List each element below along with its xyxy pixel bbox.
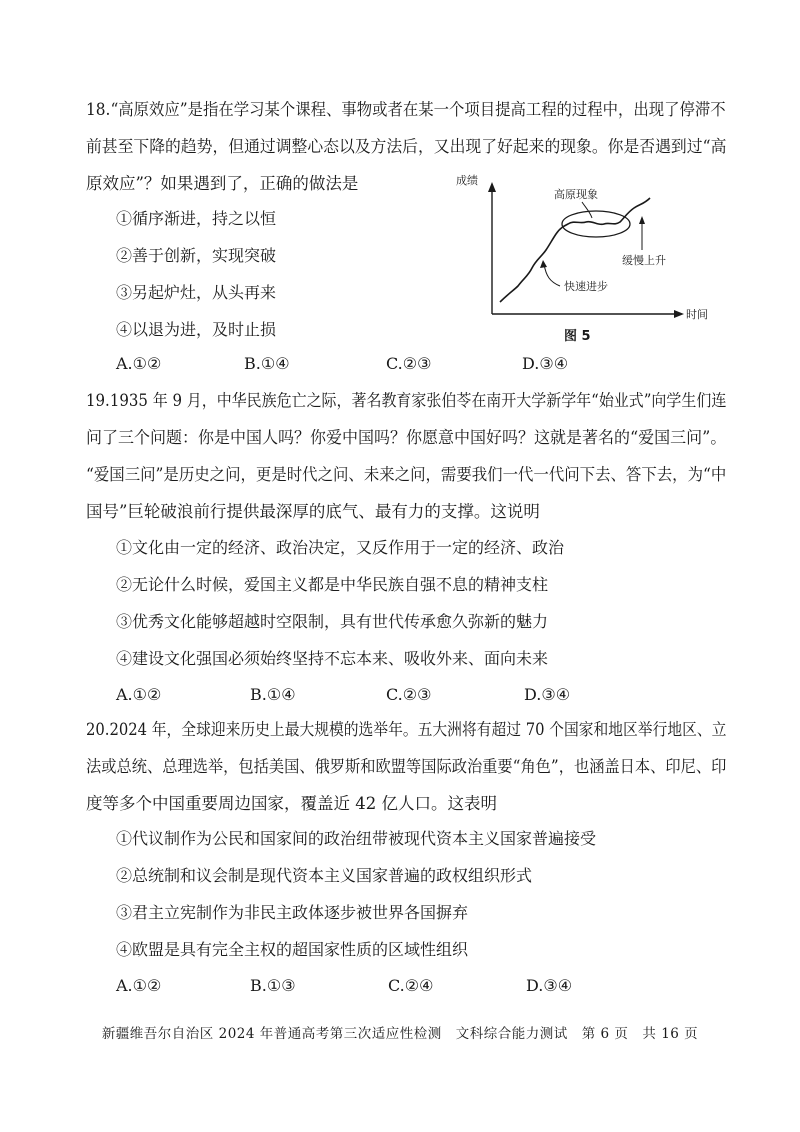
q19-choice-d[interactable]: D.③④ bbox=[524, 685, 571, 704]
q19-option-3: ③优秀文化能够超越时空限制，具有世代传承愈久弥新的魅力 bbox=[116, 612, 549, 631]
q18-option-1: ①循序渐进，持之以恒 bbox=[116, 209, 277, 228]
plateau-effect-figure bbox=[452, 168, 712, 348]
q19-option-2: ②无论什么时候，爱国主义都是中华民族自强不息的精神支柱 bbox=[116, 575, 549, 594]
q18-option-3: ③另起炉灶，从头再来 bbox=[116, 283, 277, 302]
q20-option-1: ①代议制作为公民和国家间的政治纽带被现代资本主义国家普遍接受 bbox=[116, 829, 597, 848]
q18-line-1: 18.“高原效应”是指在学习某个课程、事物或者在某一个项目提高工程的过程中，出现了停滞不 bbox=[86, 100, 726, 119]
plateau-pointer bbox=[582, 202, 592, 218]
q20-choice-a[interactable]: A.①② bbox=[116, 976, 162, 995]
q19-choice-a[interactable]: A.①② bbox=[116, 685, 162, 704]
q18-choice-a[interactable]: A.①② bbox=[116, 354, 162, 373]
q20-choice-c[interactable]: C.②④ bbox=[388, 976, 434, 995]
q19-line-4: 国号”巨轮破浪前行提供最深厚的底气、最有力的支撑。这说明 bbox=[86, 502, 540, 521]
figure-caption: 图 5 bbox=[564, 329, 591, 344]
q20-line-2: 法或总统、总理选举，包括美国、俄罗斯和欧盟等国际政治重要“角色”，也涵盖日本、印尼、印 bbox=[86, 757, 727, 776]
fast-arrow bbox=[544, 264, 560, 286]
q18-line-3: 原效应”？如果遇到了，正确的做法是 bbox=[86, 174, 359, 193]
rise-arrowhead bbox=[639, 216, 645, 224]
q18-choice-d[interactable]: D.③④ bbox=[522, 354, 569, 373]
q19-choice-c[interactable]: C.②③ bbox=[386, 685, 432, 704]
y-axis-label: 成绩 bbox=[456, 174, 478, 187]
fast-arrowhead bbox=[540, 260, 547, 268]
q19-option-1: ①文化由一定的经济、政治决定，又反作用于一定的经济、政治 bbox=[116, 538, 565, 557]
slow-rise-label: 缓慢上升 bbox=[622, 254, 666, 267]
y-axis-arrow bbox=[488, 182, 496, 192]
q18-option-4: ④以退为进，及时止损 bbox=[116, 320, 277, 339]
q18-option-2: ②善于创新，实现突破 bbox=[116, 246, 277, 265]
q20-choice-b[interactable]: B.①③ bbox=[250, 976, 296, 995]
q20-option-2: ②总统制和议会制是现代资本主义国家普遍的政权组织形式 bbox=[116, 866, 533, 885]
q19-option-4: ④建设文化强国必须始终坚持不忘本来、吸收外来、面向未来 bbox=[116, 649, 549, 668]
q18-choice-c[interactable]: C.②③ bbox=[386, 354, 432, 373]
x-axis-arrow bbox=[674, 310, 684, 318]
q20-option-4: ④欧盟是具有完全主权的超国家性质的区域性组织 bbox=[116, 940, 469, 959]
x-axis-label: 时间 bbox=[686, 308, 708, 321]
q18-choice-b[interactable]: B.①④ bbox=[244, 354, 290, 373]
q20-choice-d[interactable]: D.③④ bbox=[526, 976, 573, 995]
q20-option-3: ③君主立宪制作为非民主政体逐步被世界各国摒弃 bbox=[116, 903, 469, 922]
q19-line-3: “爱国三问”是历史之问，更是时代之问、未来之问，需要我们一代一代问下去、答下去，为“中 bbox=[86, 465, 727, 484]
q20-line-1: 20.2024 年，全球迎来历史上最大规模的选举年。五大洲将有超过 70 个国家和地区举行地区、立 bbox=[86, 720, 727, 739]
page-footer: 新疆维吾尔自治区 2024 年普通高考第三次适应性检测 文科综合能力测试 第 6 页 共 16 页 bbox=[101, 1026, 699, 1042]
q19-line-1: 19.1935 年 9 月，中华民族危亡之际，著名教育家张伯苓在南开大学新学年“始业式”向学生们连 bbox=[86, 391, 727, 410]
q19-line-2: 问了三个问题：你是中国人吗？你爱中国吗？你愿意中国好吗？这就是著名的“爱国三问”。 bbox=[86, 428, 727, 447]
q19-choice-b[interactable]: B.①④ bbox=[250, 685, 296, 704]
fast-progress-label: 快速进步 bbox=[564, 280, 608, 293]
plateau-label: 高原现象 bbox=[554, 188, 598, 201]
q18-line-2: 前甚至下降的趋势，但通过调整心态以及方法后，又出现了好起来的现象。你是否遇到过“高 bbox=[86, 137, 727, 156]
q20-line-3: 度等多个中国重要周边国家，覆盖近 42 亿人口。这表明 bbox=[86, 794, 497, 813]
